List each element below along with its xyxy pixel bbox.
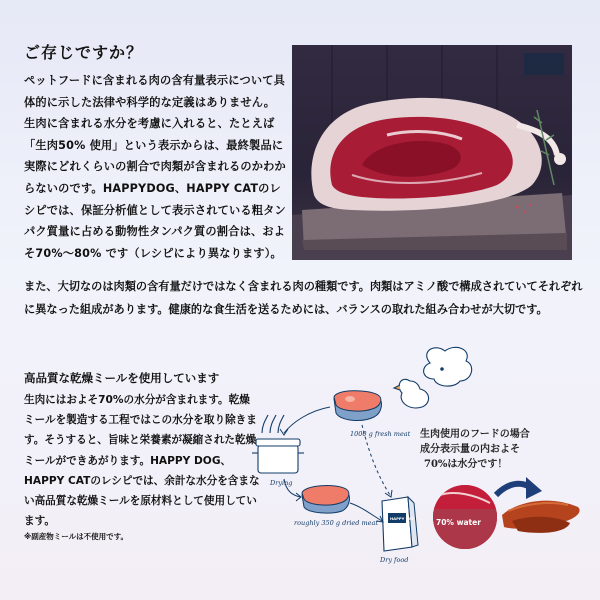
water-percentage-graphic bbox=[430, 485, 500, 555]
dried-meat-label: roughly 350 g dried meat bbox=[294, 519, 378, 527]
bag-label: HAPPY CAT bbox=[390, 516, 414, 521]
intro-paragraph: ペットフードに含まれる肉の含有量表示について具体的に示した法律や科学的な定義はありません。生肉に含まれる水分を考慮に入れると、たとえば「生肉50% 使用」という表示からは、最終製品に実際にどれくらいの割合で肉類が含まれるのかわからないのです。HAPPYDOG、HAPPY CATのレシピでは、保証分析値として表示されている粗タンパク質量に占める動物性タンパク質の割合は、およそ70%～80% です（レシピにより異なります）。 bbox=[24, 74, 286, 260]
footnote: ※副産物ミールは不使用です。 bbox=[24, 532, 129, 541]
section-heading: ご存じですか？ bbox=[24, 43, 144, 62]
sheep-icon bbox=[424, 347, 472, 386]
dried-meal-paragraph: 生肉にはおよそ70%の水分が含まれます。乾燥ミールを製造する工程ではこの水分を取り除きます。そうすると、旨味と栄養素が凝縮された乾燥ミールができあがります。HAPPY DOG、HAPPY CATのレシピでは、余計な水分を含まない高品質な乾燥ミールを原材料として使用しています。 bbox=[24, 394, 260, 528]
dried-meat-icon bbox=[302, 486, 349, 514]
dry-food-bag-icon bbox=[382, 497, 418, 551]
raw-meat-photo bbox=[292, 45, 572, 260]
dry-food-label: Dry food bbox=[380, 556, 409, 564]
chicken-icon bbox=[394, 379, 429, 408]
meat-type-paragraph: また、大切なのは肉類の含有量だけではなく含まれる肉の種類です。肉類はアミノ酸で構成されていてそれぞれに異なった組成があります。健康的な食生活を送るためには、バランスの取れた組み合わせが大切です。 bbox=[24, 280, 583, 316]
fresh-meat-label: 1000 g fresh meat bbox=[350, 430, 411, 438]
dried-meal-heading: 高品質な乾燥ミールを使用しています bbox=[24, 371, 220, 385]
dried-jerky-image bbox=[502, 501, 580, 533]
cooking-pot-icon bbox=[252, 415, 304, 473]
drying-process-diagram bbox=[250, 345, 590, 580]
drying-label: Drying bbox=[270, 479, 293, 487]
water-label: 70% water bbox=[436, 518, 481, 527]
water-callout: 生肉使用のフードの場合 成分表示量の内およそ 70%は水分です！ bbox=[420, 429, 530, 470]
fresh-meat-icon bbox=[334, 391, 381, 421]
arrow-icon bbox=[496, 484, 530, 495]
